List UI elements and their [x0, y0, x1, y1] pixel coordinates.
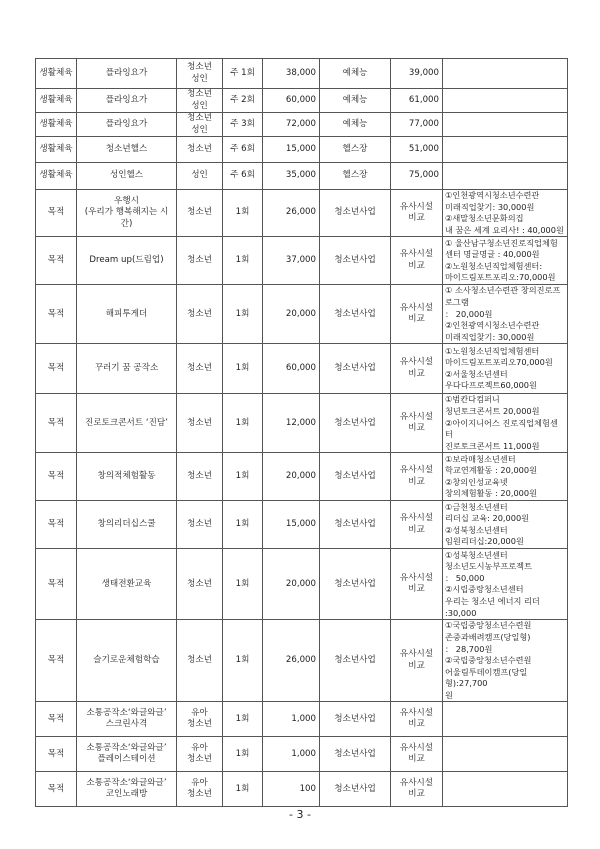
target-cell-line: 청소년	[187, 363, 212, 374]
compare-cell-line: 유사시설	[399, 357, 434, 368]
compare-cell	[391, 549, 443, 620]
notes-cell	[443, 453, 568, 501]
target-cell	[177, 549, 223, 620]
type-cell: 청소년사업	[320, 620, 391, 702]
compare-cell-line: 비교	[408, 314, 425, 325]
target-cell-line: 성인	[191, 170, 208, 181]
notes-cell	[443, 772, 568, 807]
program-name-cell	[77, 137, 177, 163]
program-name-cell-line: 슬기로운체험학습	[93, 655, 160, 666]
notes-cell	[443, 394, 568, 453]
notes-cell-line: ①노원청소년직업체험센터	[445, 345, 540, 356]
type-cell: 청소년사업	[320, 344, 391, 394]
fee-cell: 15,000	[263, 501, 320, 549]
frequency-cell: 주 6회	[223, 137, 263, 163]
target-cell-line: 청소년	[187, 417, 212, 428]
category-cell: 목적	[36, 237, 77, 285]
table-row	[36, 285, 568, 344]
notes-cell-line: 청년토크콘서트 20,000원	[445, 405, 540, 416]
target-cell-line: 청소년	[187, 62, 212, 72]
notes-cell	[443, 59, 568, 89]
fee-cell: 20,000	[263, 549, 320, 620]
fee-cell: 20,000	[263, 453, 320, 501]
notes-cell-line: ： 28,700원	[445, 643, 493, 654]
compare-cell-line: 유사시설	[399, 249, 434, 260]
program-name-cell-line: 청소년헬스	[105, 143, 148, 154]
notes-cell-line: ① 소사청소년수련관 창의진로프로그램	[445, 285, 561, 307]
category-cell: 생활체육	[36, 113, 77, 137]
table-row	[36, 237, 568, 285]
compare-cell	[391, 772, 443, 807]
table-row	[36, 89, 568, 113]
target-cell	[177, 394, 223, 453]
target-cell-line: 청소년	[187, 143, 212, 154]
notes-cell-line: 우다다프로젝트60,000원	[445, 380, 537, 391]
target-cell-line: 유아	[191, 707, 208, 718]
notes-cell-line: 미래직업찾기: 30,000원	[445, 201, 535, 212]
table-row	[36, 702, 568, 737]
notes-cell	[443, 549, 568, 620]
notes-cell-line: 진로토크콘서트 11,000원	[445, 440, 540, 451]
notes-cell-line: 센터 명글명글 : 40,000원	[445, 249, 540, 260]
program-name-cell	[77, 772, 177, 807]
program-name-cell-line: 꾸러기 꿈 공작소	[94, 363, 159, 374]
compare-cell-line: 유사시설	[399, 465, 434, 476]
notes-cell-line: ②노원청소년직업체험센터:	[445, 260, 543, 271]
notes-cell	[443, 237, 568, 285]
frequency-cell: 1회	[223, 549, 263, 620]
fee-cell: 1,000	[263, 737, 320, 772]
target-cell	[177, 59, 223, 89]
category-cell: 목적	[36, 394, 77, 453]
program-name-cell-line: 성인헬스	[109, 170, 144, 181]
fee-cell: 15,000	[263, 137, 320, 163]
type-cell: 청소년사업	[320, 549, 391, 620]
category-cell: 목적	[36, 501, 77, 549]
notes-cell-line: 마이드림포트포리오:70,000원	[445, 272, 556, 283]
target-cell-line: 청소년	[187, 655, 212, 666]
fee-cell: 26,000	[263, 620, 320, 702]
notes-cell-line: ①보라매청소년센터	[445, 453, 516, 464]
category-cell: 목적	[36, 737, 77, 772]
notes-cell	[443, 89, 568, 113]
compare-cell	[391, 344, 443, 394]
fee-cell: 60,000	[263, 344, 320, 394]
type-cell: 청소년사업	[320, 772, 391, 807]
frequency-cell: 1회	[223, 237, 263, 285]
target-cell	[177, 620, 223, 702]
target-cell-line: 청소년	[187, 207, 212, 218]
compare-cell-line: 61,000	[408, 94, 439, 105]
notes-cell	[443, 137, 568, 163]
compare-cell	[391, 113, 443, 137]
frequency-cell: 1회	[223, 772, 263, 807]
target-cell-line: 청소년	[187, 471, 212, 482]
program-name-cell	[77, 237, 177, 285]
program-name-cell-line: 코인노래방	[105, 789, 148, 800]
compare-cell-line: 유사시설	[399, 411, 434, 422]
notes-cell	[443, 501, 568, 549]
program-name-cell-line: 우행시	[114, 195, 139, 206]
target-cell	[177, 453, 223, 501]
type-cell: 예체능	[320, 113, 391, 137]
program-name-cell-line: 창의적체험활동	[97, 471, 156, 482]
program-name-cell	[77, 163, 177, 190]
category-cell: 목적	[36, 549, 77, 620]
type-cell: 청소년사업	[320, 501, 391, 549]
target-cell-line: 유아	[191, 742, 208, 753]
compare-cell	[391, 163, 443, 190]
compare-cell	[391, 237, 443, 285]
compare-cell-line: 유사시설	[399, 302, 434, 313]
frequency-cell: 1회	[223, 394, 263, 453]
compare-cell-line: 유사시설	[399, 572, 434, 583]
fee-cell: 37,000	[263, 237, 320, 285]
notes-cell-line: 마이드림포트포리오70,000원	[445, 357, 553, 368]
target-cell-line: 성인	[191, 124, 208, 135]
compare-cell-line: 유사시설	[399, 707, 434, 718]
table-row	[36, 549, 568, 620]
fee-cell: 12,000	[263, 394, 320, 453]
type-cell: 예체능	[320, 89, 391, 113]
notes-cell-line: ： 20,000원	[445, 308, 493, 319]
type-cell: 청소년사업	[320, 237, 391, 285]
notes-cell-line: 내 꿈은 세계 요리사! : 40,000원	[445, 224, 564, 235]
program-name-cell	[77, 285, 177, 344]
program-name-cell-line: 진로토크콘서트 ‘진담’	[85, 417, 168, 428]
type-cell: 청소년사업	[320, 394, 391, 453]
compare-cell-line: 75,000	[408, 170, 439, 181]
notes-cell	[443, 344, 568, 394]
compare-cell-line: 비교	[408, 423, 425, 434]
program-name-cell	[77, 89, 177, 113]
compare-cell-line: 유사시설	[399, 649, 434, 660]
type-cell: 예체능	[320, 59, 391, 89]
program-name-cell	[77, 549, 177, 620]
frequency-cell: 주 1회	[223, 59, 263, 89]
table-row	[36, 163, 568, 190]
table-row	[36, 501, 568, 549]
compare-cell-line: 유사시설	[399, 201, 434, 212]
target-cell-line: 청소년	[187, 113, 212, 123]
notes-cell	[443, 163, 568, 190]
target-cell-line: 청소년	[187, 519, 212, 530]
compare-cell	[391, 394, 443, 453]
target-cell	[177, 344, 223, 394]
compare-cell	[391, 285, 443, 344]
compare-cell	[391, 620, 443, 702]
target-cell	[177, 237, 223, 285]
program-name-cell	[77, 620, 177, 702]
target-cell-line: 청소년	[187, 754, 212, 765]
notes-cell-line: :30,000	[445, 607, 477, 618]
type-cell: 청소년사업	[320, 285, 391, 344]
notes-cell-line: ②인천광역시청소년수련관	[445, 320, 540, 331]
target-cell-line: 성인	[191, 73, 208, 84]
notes-cell-line: 리더십 교육: 20,000원	[445, 513, 530, 524]
program-name-cell	[77, 453, 177, 501]
notes-cell-line: ： 50,000	[445, 572, 485, 583]
compare-cell-line: 유사시설	[399, 742, 434, 753]
table-row	[36, 59, 568, 89]
fee-cell: 35,000	[263, 163, 320, 190]
program-name-cell-line: (우리가 행복해지는 시간)	[84, 207, 169, 229]
page-number: - 3 -	[289, 808, 311, 821]
target-cell	[177, 163, 223, 190]
frequency-cell: 1회	[223, 190, 263, 237]
target-cell	[177, 285, 223, 344]
notes-cell	[443, 190, 568, 237]
notes-cell-line: ①인천광역시청소년수련관	[445, 190, 540, 200]
program-name-cell-line: 플라잉요가	[105, 94, 148, 105]
frequency-cell: 1회	[223, 702, 263, 737]
compare-cell-line: 비교	[408, 368, 425, 379]
frequency-cell: 1회	[223, 737, 263, 772]
notes-cell-line: 어울림투데이캠프(당일형):27,700	[445, 666, 528, 689]
target-cell-line: 청소년	[187, 719, 212, 730]
target-cell-line: 청소년	[187, 789, 212, 800]
program-name-cell-line: 해피투게더	[105, 308, 148, 319]
category-cell: 생활체육	[36, 89, 77, 113]
compare-cell	[391, 190, 443, 237]
frequency-cell: 1회	[223, 453, 263, 501]
category-cell: 목적	[36, 285, 77, 344]
compare-cell-line: 비교	[408, 524, 425, 535]
program-name-cell-line: 소통공작소‘와글와글’	[86, 742, 167, 753]
category-cell: 목적	[36, 453, 77, 501]
notes-cell-line: ②시립중랑청소년센터	[445, 584, 524, 595]
category-cell: 목적	[36, 620, 77, 702]
fee-table	[35, 58, 568, 807]
category-cell: 목적	[36, 344, 77, 394]
type-cell: 청소년사업	[320, 190, 391, 237]
notes-cell-line: 창의체험활동 : 20,000원	[445, 488, 537, 499]
program-name-cell-line: 창의리더십스쿨	[97, 519, 156, 530]
notes-cell-line: ②새말청소년문화의집	[445, 213, 524, 224]
target-cell-line: 청소년	[187, 578, 212, 589]
table-row	[36, 737, 568, 772]
compare-cell	[391, 737, 443, 772]
target-cell-line: 청소년	[187, 255, 212, 266]
fee-cell: 100	[263, 772, 320, 807]
program-name-cell-line: 스크린사격	[105, 719, 148, 730]
table-row	[36, 113, 568, 137]
notes-cell-line: 청소년도시농부프로젝트	[445, 561, 533, 572]
category-cell: 목적	[36, 772, 77, 807]
frequency-cell: 주 2회	[223, 89, 263, 113]
target-cell-line: 청소년	[187, 308, 212, 319]
notes-cell-line: ① 울산남구청소년진로직업체험	[445, 237, 558, 248]
fee-cell: 1,000	[263, 702, 320, 737]
program-name-cell	[77, 702, 177, 737]
table-row	[36, 453, 568, 501]
program-name-cell-line: 생태전환교육	[101, 578, 152, 589]
compare-cell	[391, 501, 443, 549]
compare-cell-line: 비교	[408, 754, 425, 765]
compare-cell-line: 77,000	[408, 118, 439, 129]
compare-cell-line: 비교	[408, 213, 425, 224]
fee-cell: 20,000	[263, 285, 320, 344]
fee-cell: 72,000	[263, 113, 320, 137]
target-cell	[177, 702, 223, 737]
frequency-cell: 주 3회	[223, 113, 263, 137]
notes-cell-line: 임원리더십:20,000원	[445, 536, 524, 547]
program-name-cell	[77, 113, 177, 137]
frequency-cell: 1회	[223, 620, 263, 702]
frequency-cell: 주 6회	[223, 163, 263, 190]
notes-cell	[443, 285, 568, 344]
compare-cell	[391, 89, 443, 113]
program-name-cell	[77, 344, 177, 394]
program-name-cell-line: 소통공작소‘와글와글’	[86, 707, 167, 718]
table-row	[36, 620, 568, 702]
compare-cell-line: 비교	[408, 719, 425, 730]
notes-cell-line: 존중과배려캠프(당일형)	[445, 631, 531, 642]
category-cell: 생활체육	[36, 163, 77, 190]
notes-cell-line: 미래직업찾기: 30,000원	[445, 331, 535, 342]
compare-cell-line: 비교	[408, 260, 425, 271]
compare-cell-line: 비교	[408, 660, 425, 671]
compare-cell	[391, 137, 443, 163]
notes-cell-line: ②국립중앙청소년수련원	[445, 655, 532, 666]
table-row	[36, 344, 568, 394]
target-cell	[177, 501, 223, 549]
frequency-cell: 1회	[223, 344, 263, 394]
program-name-cell	[77, 59, 177, 89]
frequency-cell: 1회	[223, 285, 263, 344]
type-cell: 헬스장	[320, 137, 391, 163]
notes-cell-line: ①성북청소년센터	[445, 549, 508, 560]
type-cell: 청소년사업	[320, 737, 391, 772]
table-row	[36, 190, 568, 237]
program-name-cell	[77, 501, 177, 549]
category-cell: 생활체육	[36, 137, 77, 163]
program-name-cell-line: 플레이스테이션	[97, 754, 156, 765]
table-row	[36, 394, 568, 453]
fee-cell: 38,000	[263, 59, 320, 89]
category-cell: 목적	[36, 702, 77, 737]
target-cell-line: 유아	[191, 777, 208, 788]
notes-cell-line: 원	[445, 689, 453, 700]
compare-cell-line: 유사시설	[399, 513, 434, 524]
program-name-cell-line: Dream up(드림업)	[89, 255, 164, 266]
notes-cell-line: ①금천청소년센터	[445, 501, 508, 512]
category-cell: 목적	[36, 190, 77, 237]
type-cell: 헬스장	[320, 163, 391, 190]
compare-cell-line: 비교	[408, 789, 425, 800]
notes-cell	[443, 702, 568, 737]
fee-cell: 26,000	[263, 190, 320, 237]
notes-cell-line: ②성북청소년센터	[445, 524, 508, 535]
frequency-cell: 1회	[223, 501, 263, 549]
compare-cell-line: 51,000	[408, 143, 439, 154]
target-cell	[177, 137, 223, 163]
notes-cell	[443, 113, 568, 137]
compare-cell	[391, 453, 443, 501]
program-name-cell-line: 소통공작소‘와글와글’	[86, 777, 167, 788]
program-name-cell	[77, 737, 177, 772]
notes-cell-line: ②창의인성교육넷	[445, 476, 508, 487]
notes-cell	[443, 737, 568, 772]
target-cell-line: 청소년	[187, 89, 212, 99]
target-cell	[177, 89, 223, 113]
target-cell	[177, 190, 223, 237]
program-name-cell-line: 플라잉요가	[105, 118, 148, 129]
category-cell: 생활체육	[36, 59, 77, 89]
target-cell	[177, 772, 223, 807]
notes-cell-line: ②아이지니어스 진로직업체험센터	[445, 417, 558, 440]
program-name-cell-line: 플라잉요가	[105, 67, 148, 78]
target-cell	[177, 113, 223, 137]
table-row	[36, 137, 568, 163]
notes-cell-line: ①국립중앙청소년수련원	[445, 620, 532, 631]
notes-cell	[443, 620, 568, 702]
program-name-cell	[77, 190, 177, 237]
notes-cell-line: 우리는 청소년 에너지 리더	[445, 595, 540, 606]
compare-cell-line: 비교	[408, 584, 425, 595]
type-cell: 청소년사업	[320, 453, 391, 501]
compare-cell-line: 유사시설	[399, 777, 434, 788]
compare-cell-line: 비교	[408, 476, 425, 487]
fee-cell: 60,000	[263, 89, 320, 113]
notes-cell-line: ②서울청소년센터	[445, 368, 508, 379]
target-cell	[177, 737, 223, 772]
program-name-cell	[77, 394, 177, 453]
compare-cell-line: 39,000	[408, 67, 439, 78]
notes-cell-line: 학교연계활동 : 20,000원	[445, 465, 537, 476]
compare-cell	[391, 702, 443, 737]
notes-cell-line: ①범칸다컴퍼니	[445, 394, 500, 405]
target-cell-line: 성인	[191, 100, 208, 111]
table-row	[36, 772, 568, 807]
compare-cell	[391, 59, 443, 89]
type-cell: 청소년사업	[320, 702, 391, 737]
